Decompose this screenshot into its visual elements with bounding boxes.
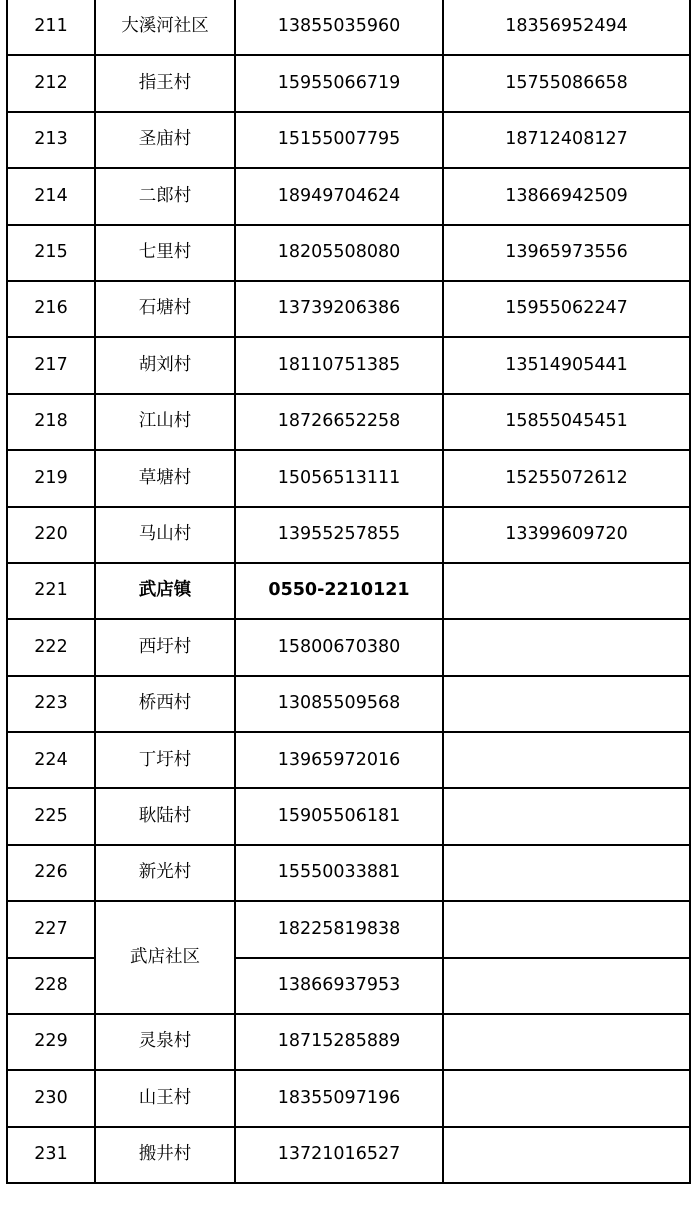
table-row: [7, 788, 690, 844]
village-name: 江山村: [95, 394, 235, 450]
phone-secondary: [443, 788, 690, 844]
village-name: 灵泉村: [95, 1014, 235, 1070]
village-name: 西圩村: [95, 619, 235, 675]
row-number: 219: [7, 450, 95, 506]
phone-primary: 15955066719: [235, 55, 443, 111]
row-number: 226: [7, 845, 95, 901]
village-name: 草塘村: [95, 450, 235, 506]
phone-primary: 13866937953: [235, 958, 443, 1014]
table-row: [7, 394, 690, 450]
phone-primary: 15905506181: [235, 788, 443, 844]
phone-secondary: 15755086658: [443, 55, 690, 111]
village-name: 七里村: [95, 225, 235, 281]
table-row: [7, 845, 690, 901]
row-number: 213: [7, 112, 95, 168]
village-name: 大溪河社区: [95, 0, 235, 55]
phone-primary: 15155007795: [235, 112, 443, 168]
phone-secondary: 15255072612: [443, 450, 690, 506]
table-row: [7, 450, 690, 506]
village-name: 耿陆村: [95, 788, 235, 844]
phone-secondary: [443, 1070, 690, 1126]
phone-primary: 13855035960: [235, 0, 443, 55]
phone-secondary: 13399609720: [443, 507, 690, 563]
phone-primary: 13965972016: [235, 732, 443, 788]
table-row-town: [7, 563, 690, 619]
phone-primary: 13739206386: [235, 281, 443, 337]
row-number: 231: [7, 1127, 95, 1183]
phone-secondary: [443, 619, 690, 675]
phone-primary: 18225819838: [235, 901, 443, 957]
phone-secondary: [443, 676, 690, 732]
row-number: 225: [7, 788, 95, 844]
village-name: 胡刘村: [95, 337, 235, 393]
village-name: 桥西村: [95, 676, 235, 732]
phone-secondary: 15955062247: [443, 281, 690, 337]
village-name: 圣庙村: [95, 112, 235, 168]
phone-primary: 13955257855: [235, 507, 443, 563]
table-row: [7, 55, 690, 111]
table-row: [7, 732, 690, 788]
phone-secondary: [443, 845, 690, 901]
row-number: 217: [7, 337, 95, 393]
phone-secondary: [443, 732, 690, 788]
town-office-phone: 0550-2210121: [235, 563, 443, 619]
town-name: 武店镇: [95, 563, 235, 619]
phone-primary: 18726652258: [235, 394, 443, 450]
phone-secondary: 13514905441: [443, 337, 690, 393]
row-number: 227: [7, 901, 95, 957]
village-name: 山王村: [95, 1070, 235, 1126]
table-row: [7, 1014, 690, 1070]
phone-secondary: [443, 563, 690, 619]
phone-secondary: 13965973556: [443, 225, 690, 281]
row-number: 229: [7, 1014, 95, 1070]
phone-secondary: [443, 1127, 690, 1183]
row-number: 224: [7, 732, 95, 788]
table-row: [7, 1070, 690, 1126]
village-name: 丁圩村: [95, 732, 235, 788]
row-number: 212: [7, 55, 95, 111]
contact-table: [6, 0, 691, 1184]
village-name: 石塘村: [95, 281, 235, 337]
phone-primary: 15800670380: [235, 619, 443, 675]
row-number: 223: [7, 676, 95, 732]
phone-secondary: [443, 1014, 690, 1070]
village-name: 指王村: [95, 55, 235, 111]
table-row: [7, 619, 690, 675]
phone-secondary: 18712408127: [443, 112, 690, 168]
table-row: [7, 676, 690, 732]
row-number: 220: [7, 507, 95, 563]
table-row: [7, 112, 690, 168]
table-row: [7, 281, 690, 337]
row-number: 215: [7, 225, 95, 281]
phone-secondary: 13866942509: [443, 168, 690, 224]
phone-primary: 15056513111: [235, 450, 443, 506]
table-row: [7, 901, 690, 957]
phone-primary: 18205508080: [235, 225, 443, 281]
row-number: 222: [7, 619, 95, 675]
phone-primary: 15550033881: [235, 845, 443, 901]
row-number: 221: [7, 563, 95, 619]
community-name: 武店社区: [95, 901, 235, 1014]
phone-primary: 18110751385: [235, 337, 443, 393]
phone-secondary: 15855045451: [443, 394, 690, 450]
phone-primary: 13721016527: [235, 1127, 443, 1183]
row-number: 216: [7, 281, 95, 337]
table-row: [7, 225, 690, 281]
row-number: 218: [7, 394, 95, 450]
phone-secondary: 18356952494: [443, 0, 690, 55]
row-number: 214: [7, 168, 95, 224]
village-name: 二郎村: [95, 168, 235, 224]
table-row: [7, 0, 690, 55]
phone-secondary: [443, 958, 690, 1014]
row-number: 211: [7, 0, 95, 55]
table-row: [7, 1127, 690, 1183]
village-name: 搬井村: [95, 1127, 235, 1183]
row-number: 228: [7, 958, 95, 1014]
phone-secondary: [443, 901, 690, 957]
table-row: [7, 507, 690, 563]
row-number: 230: [7, 1070, 95, 1126]
table-row: [7, 168, 690, 224]
phone-primary: 18715285889: [235, 1014, 443, 1070]
village-name: 新光村: [95, 845, 235, 901]
phone-primary: 13085509568: [235, 676, 443, 732]
phone-primary: 18949704624: [235, 168, 443, 224]
village-name: 马山村: [95, 507, 235, 563]
table-row: [7, 337, 690, 393]
phone-primary: 18355097196: [235, 1070, 443, 1126]
